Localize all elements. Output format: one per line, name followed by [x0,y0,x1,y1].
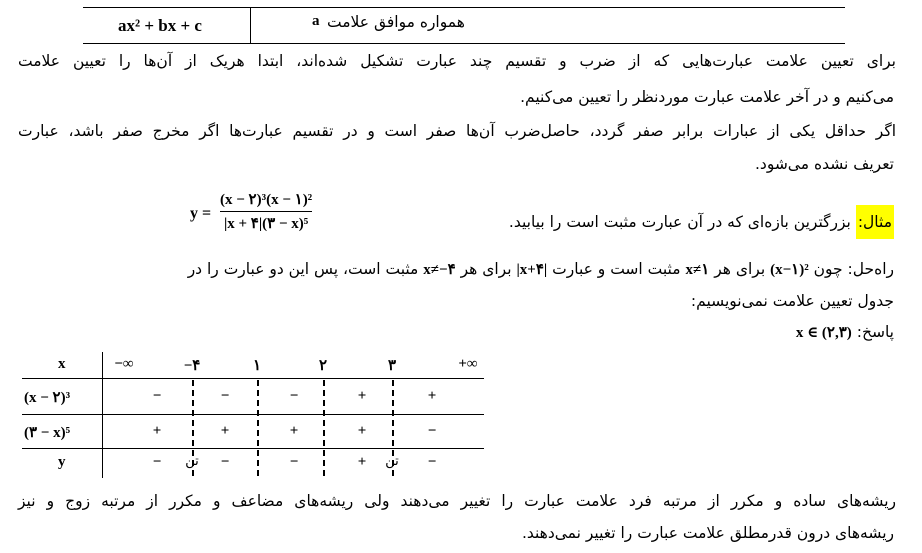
row1-sign-2: − [220,388,230,404]
answer-value: x ∈ (۲,۳) [795,325,852,341]
solution-expr2: |x+۴| [516,262,548,278]
point-3: ۳ [387,358,397,374]
paragraph1-line2: می‌کنیم و در آخر علامت عبارت موردنظر را تعیین می‌کنیم. [520,88,894,106]
row2-label: (۳ − x)⁵ [24,425,71,441]
example-label: مثال: [856,205,894,239]
row1-sign-5: + [427,388,437,404]
fraction-numerator: (x − ۲)³(x − ۱)² [220,192,313,208]
row1-sign-3: − [289,388,299,404]
solution-text-e: مثبت است، پس این دو عبارت را در [187,260,419,278]
solution-expr1: (x−۱)² [770,262,809,278]
top-table-border-bottom [83,43,845,44]
solution-cond1: x≠۱ [685,262,710,278]
paragraph1-line1: برای تعیین علامت عبارت‌هایی که از ضرب و تقسیم چند عبارت تشکیل شده‌اند، ابتدا هریک از آن‌ها را تعیین علامت [18,52,896,70]
point-pos-inf: +∞ [458,356,478,372]
example-line [509,205,894,239]
solution-text-c: مثبت است و عبارت [552,260,681,278]
row2-sign-5: − [427,423,437,439]
example-text: بزرگترین بازه‌ای که در آن عبارت مثبت است را بیابید. [508,213,851,231]
top-table-border-top [83,7,845,8]
row1-sign-4: + [357,388,367,404]
row3-label: y [58,454,66,470]
row3-sign-2: − [220,454,230,470]
sign-table-hline-1 [22,378,484,379]
fraction-denominator: |x + ۴|(۳ − x)⁵ [223,216,309,232]
solution-line2: جدول تعیین علامت نمی‌نویسیم: [690,292,894,310]
sign-table-hline-2 [22,414,484,415]
top-text: همواره موافق علامت [327,13,465,31]
solution-text-a: راه‌حل: چون [813,260,894,278]
solution-cond2: x≠−۴ [423,262,456,278]
row3-sign-4: + [357,454,367,470]
undefined-mark-neg4: تن [185,454,199,469]
dash-1 [257,380,259,476]
point-neg4: −۴ [183,358,201,374]
sign-table [22,352,484,478]
point-2: ۲ [318,358,328,374]
top-formula: ax² + bx + c [118,16,202,35]
top-table-divider [250,7,251,44]
footer-line2: ریشه‌های درون قدرمطلق علامت عبارت را تغییر نمی‌دهند. [521,524,894,542]
point-neg-inf: −∞ [114,356,134,372]
point-1: ۱ [252,358,262,374]
fraction-bar [220,211,312,212]
solution-text-b: برای هر [714,260,766,278]
row2-sign-1: + [152,423,162,439]
row3-sign-5: − [427,454,437,470]
dash-2 [323,380,325,476]
solution-line1 [188,260,894,279]
top-coef: a [312,13,320,29]
row1-label: (x − ۲)³ [24,390,71,406]
row3-sign-1: − [152,454,162,470]
paragraph2-line1: اگر حداقل یکی از عبارات برابر صفر گردد، حاصل‌ضرب آن‌ها صفر است و در تقسیم عبارت‌ها اگر مخرج صفر باشد، عبارت [18,122,896,140]
sign-table-vline [102,352,103,478]
row2-sign-3: + [289,423,299,439]
solution-text-d: برای هر [460,260,512,278]
footer-line1: ریشه‌های ساده و مکرر از مرتبه فرد علامت عبارت را تغییر می‌دهند ولی ریشه‌های مضاعف و مکرر از مرتبه زوج و نیز [18,492,896,510]
sign-table-hline-3 [22,448,484,449]
fraction [220,190,312,233]
paragraph2-line2: تعریف نشده می‌شود. [754,155,894,173]
row3-sign-3: − [289,454,299,470]
undefined-mark-3: تن [385,454,399,469]
sign-table-header-label: x [58,356,66,372]
row2-sign-4: + [357,423,367,439]
answer-label: پاسخ: [856,323,894,341]
answer-line [796,323,894,342]
y-equals: y = [190,205,212,222]
row2-sign-2: + [220,423,230,439]
row1-sign-1: − [152,388,162,404]
